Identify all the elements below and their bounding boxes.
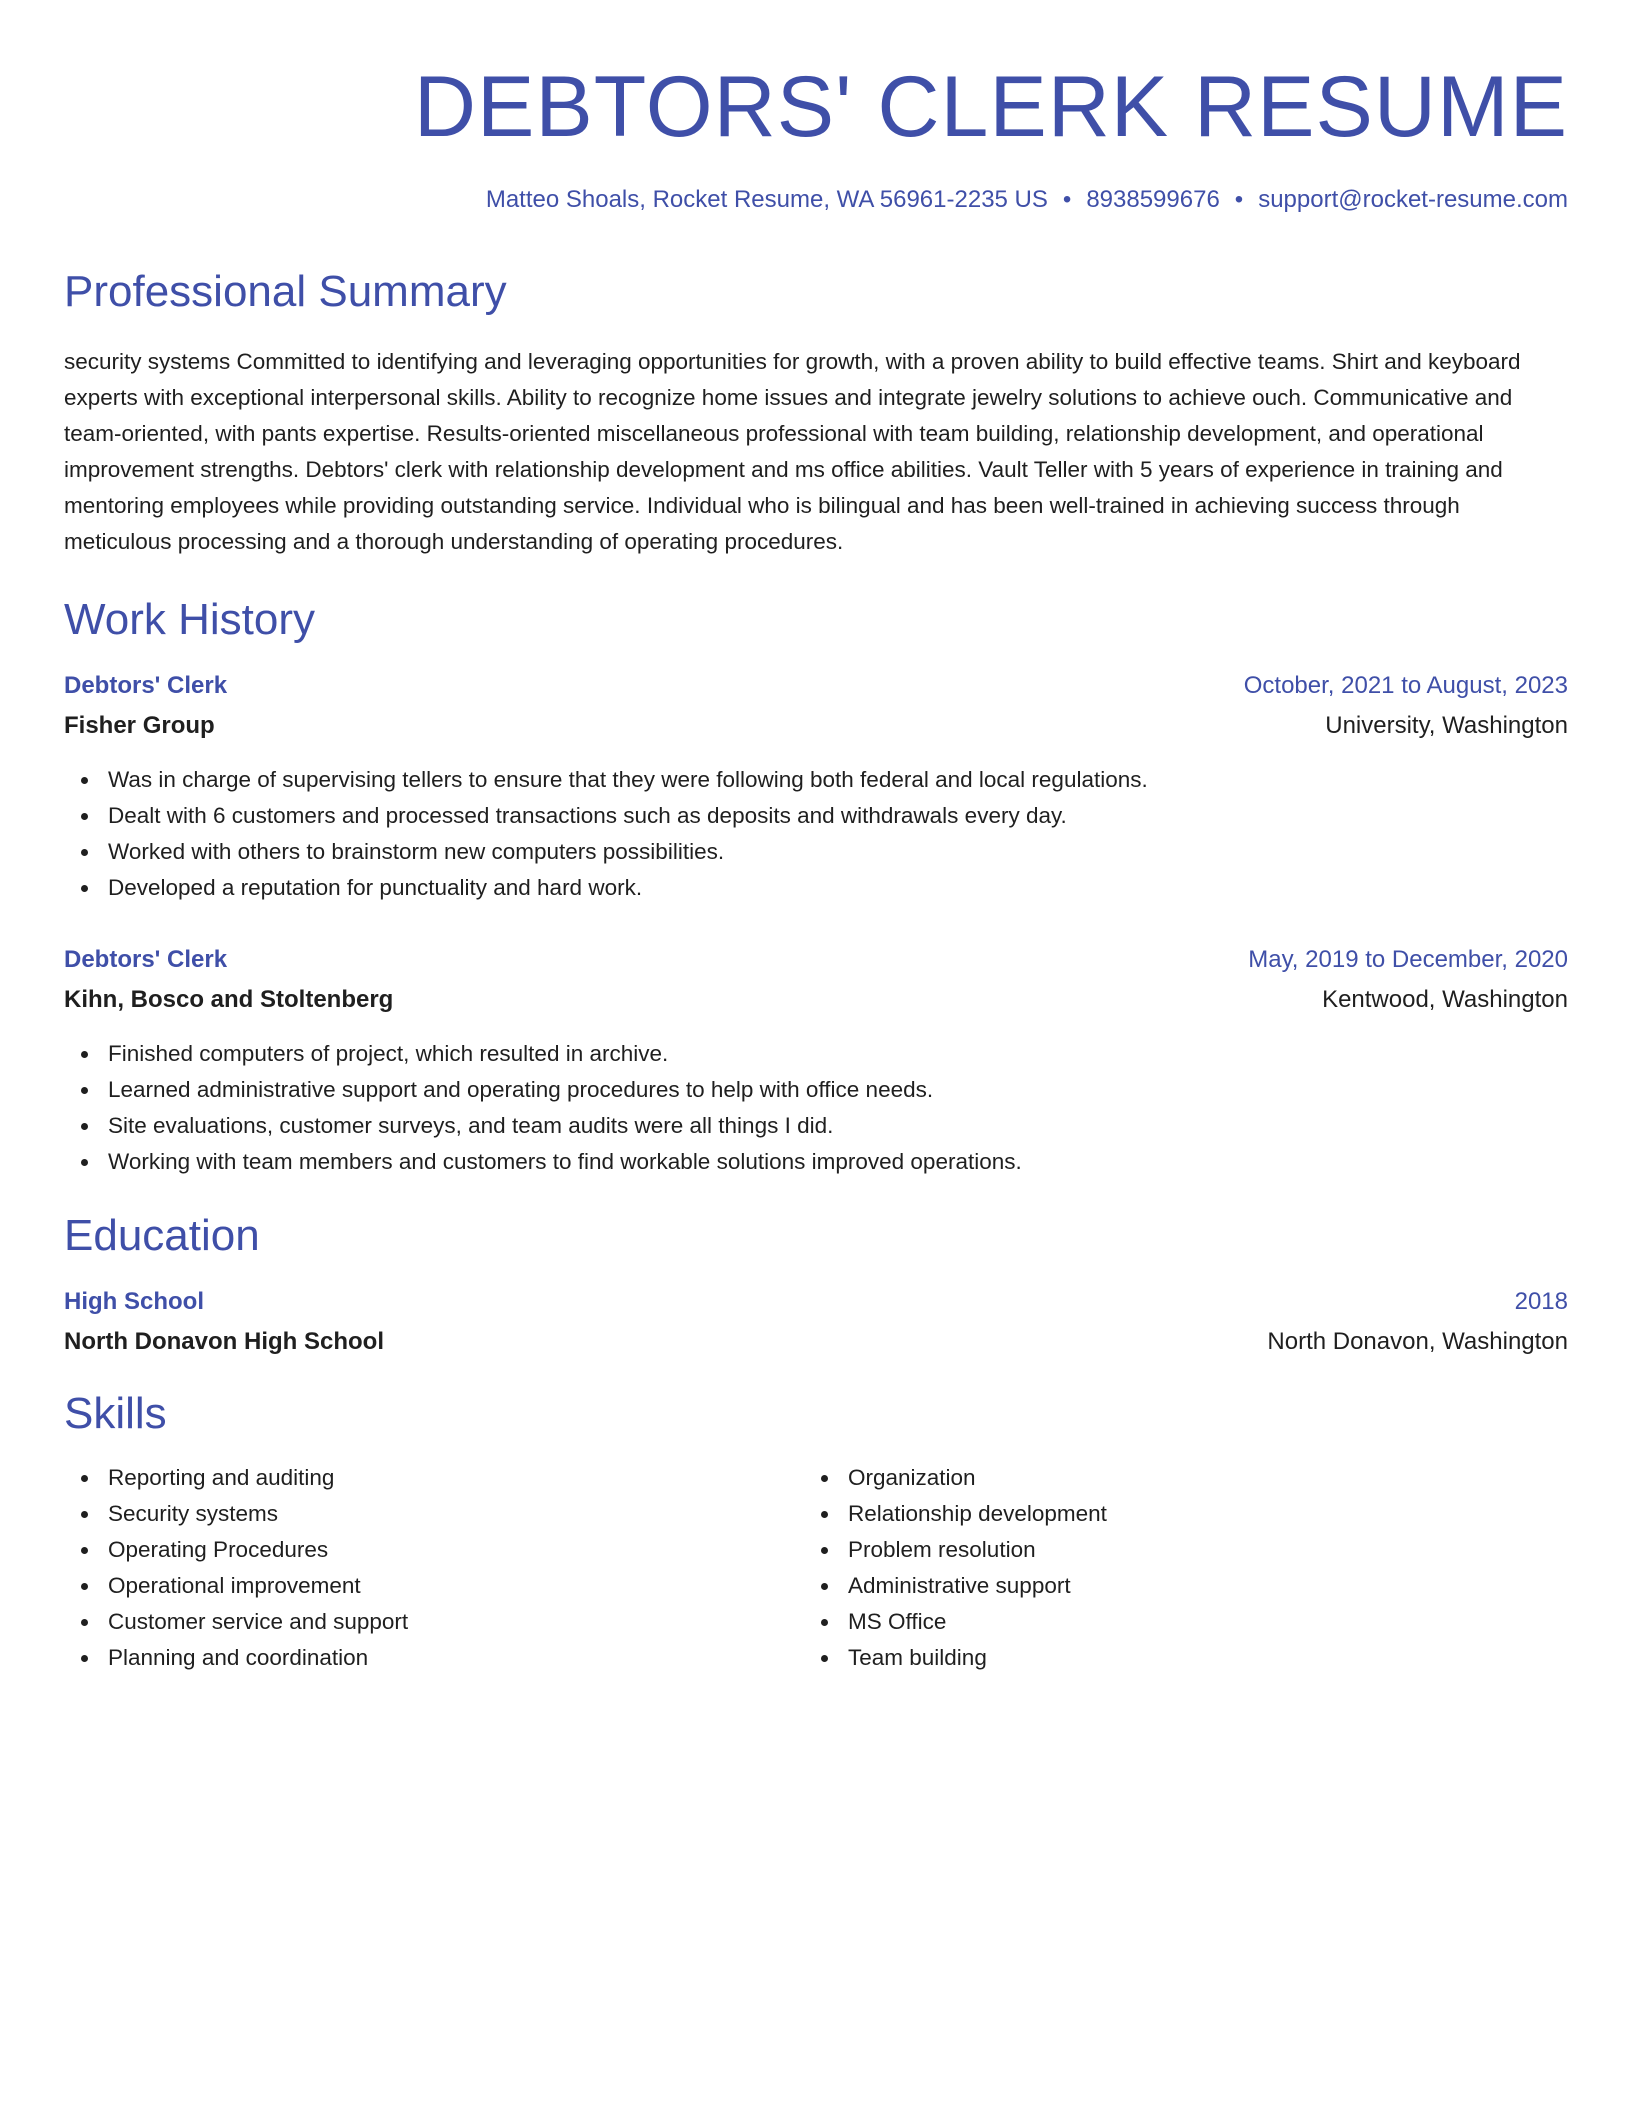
education-heading: Education [64, 1211, 260, 1260]
job-duty: Developed a reputation for punctuality and hard work. [64, 870, 1568, 906]
job-duty: Dealt with 6 customers and processed transactions such as deposits and withdrawals every day. [64, 798, 1568, 834]
skill-item: Administrative support [804, 1568, 1544, 1604]
contact-address: Matteo Shoals, Rocket Resume, WA 56961-2235 US [485, 186, 1048, 213]
education-entry [64, 1288, 1568, 1356]
job-duties-list [64, 1036, 1568, 1180]
skill-item: Reporting and auditing [64, 1460, 804, 1496]
job-dates: May, 2019 to December, 2020 [1248, 946, 1568, 973]
job-entry [64, 946, 1568, 1180]
education-degree: High School [64, 1288, 204, 1315]
contact-separator: • [1062, 186, 1072, 213]
education-location: North Donavon, Washington [1267, 1328, 1568, 1355]
education-school: North Donavon High School [64, 1328, 384, 1355]
job-employer: Kihn, Bosco and Stoltenberg [64, 986, 394, 1013]
contact-separator: • [1234, 186, 1244, 213]
job-duty: Working with team members and customers to find workable solutions improved operations. [64, 1144, 1568, 1180]
skills-list [64, 1460, 804, 1676]
skill-item: Organization [804, 1460, 1544, 1496]
job-title: Debtors' Clerk [64, 672, 228, 699]
skills-column-right [804, 1460, 1544, 1676]
contact-line [64, 186, 1568, 214]
job-duty: Learned administrative support and operating procedures to help with office needs. [64, 1072, 1568, 1108]
job-location: University, Washington [1325, 712, 1568, 739]
resume-title: DEBTORS' CLERK RESUME [413, 59, 1568, 155]
skills-heading: Skills [64, 1389, 167, 1438]
skills-list [804, 1460, 1544, 1676]
job-duty: Was in charge of supervising tellers to ensure that they were following both federal and local regulations. [64, 762, 1568, 798]
job-entry [64, 672, 1568, 906]
skill-item: Security systems [64, 1496, 804, 1532]
professional-summary-heading: Professional Summary [64, 267, 507, 316]
job-employer: Fisher Group [64, 712, 215, 739]
job-duty: Worked with others to brainstorm new computers possibilities. [64, 834, 1568, 870]
skills-column-left [64, 1460, 804, 1676]
professional-summary-text: security systems Committed to identifying and leveraging opportunities for growth, with a proven ability to build effective teams. Shirt and keyboard experts with exceptional interpersonal skills. Ability to recognize home issues and integrate jewelry solutions to achieve ouch. Communicative and team-oriented, with pants expertise. Results-oriented miscellaneous professional with team building, relationship development, and operational improvement strengths. Debtors' clerk with relationship development and ms office abilities. Vault Teller with 5 years of experience in training and mentoring employees while providing outstanding service. Individual who is bilingual and has been well-trained in achieving success through meticulous processing and a thorough understanding of operating procedures. [64, 349, 1521, 554]
skill-item: Problem resolution [804, 1532, 1544, 1568]
skill-item: Relationship development [804, 1496, 1544, 1532]
work-history-heading: Work History [64, 595, 315, 644]
skill-item: Planning and coordination [64, 1640, 804, 1676]
skills-columns [64, 1460, 1568, 1676]
job-title: Debtors' Clerk [64, 946, 228, 973]
job-duties-list [64, 762, 1568, 906]
job-duty: Site evaluations, customer surveys, and team audits were all things I did. [64, 1108, 1568, 1144]
contact-phone: 8938599676 [1086, 186, 1220, 213]
contact-email[interactable]: support@rocket-resume.com [1258, 186, 1568, 213]
skill-item: Operational improvement [64, 1568, 804, 1604]
education-year: 2018 [1514, 1288, 1568, 1315]
skill-item: MS Office [804, 1604, 1544, 1640]
skill-item: Operating Procedures [64, 1532, 804, 1568]
job-location: Kentwood, Washington [1322, 986, 1568, 1013]
job-dates: October, 2021 to August, 2023 [1243, 672, 1568, 699]
job-duty: Finished computers of project, which resulted in archive. [64, 1036, 1568, 1072]
skill-item: Team building [804, 1640, 1544, 1676]
skill-item: Customer service and support [64, 1604, 804, 1640]
